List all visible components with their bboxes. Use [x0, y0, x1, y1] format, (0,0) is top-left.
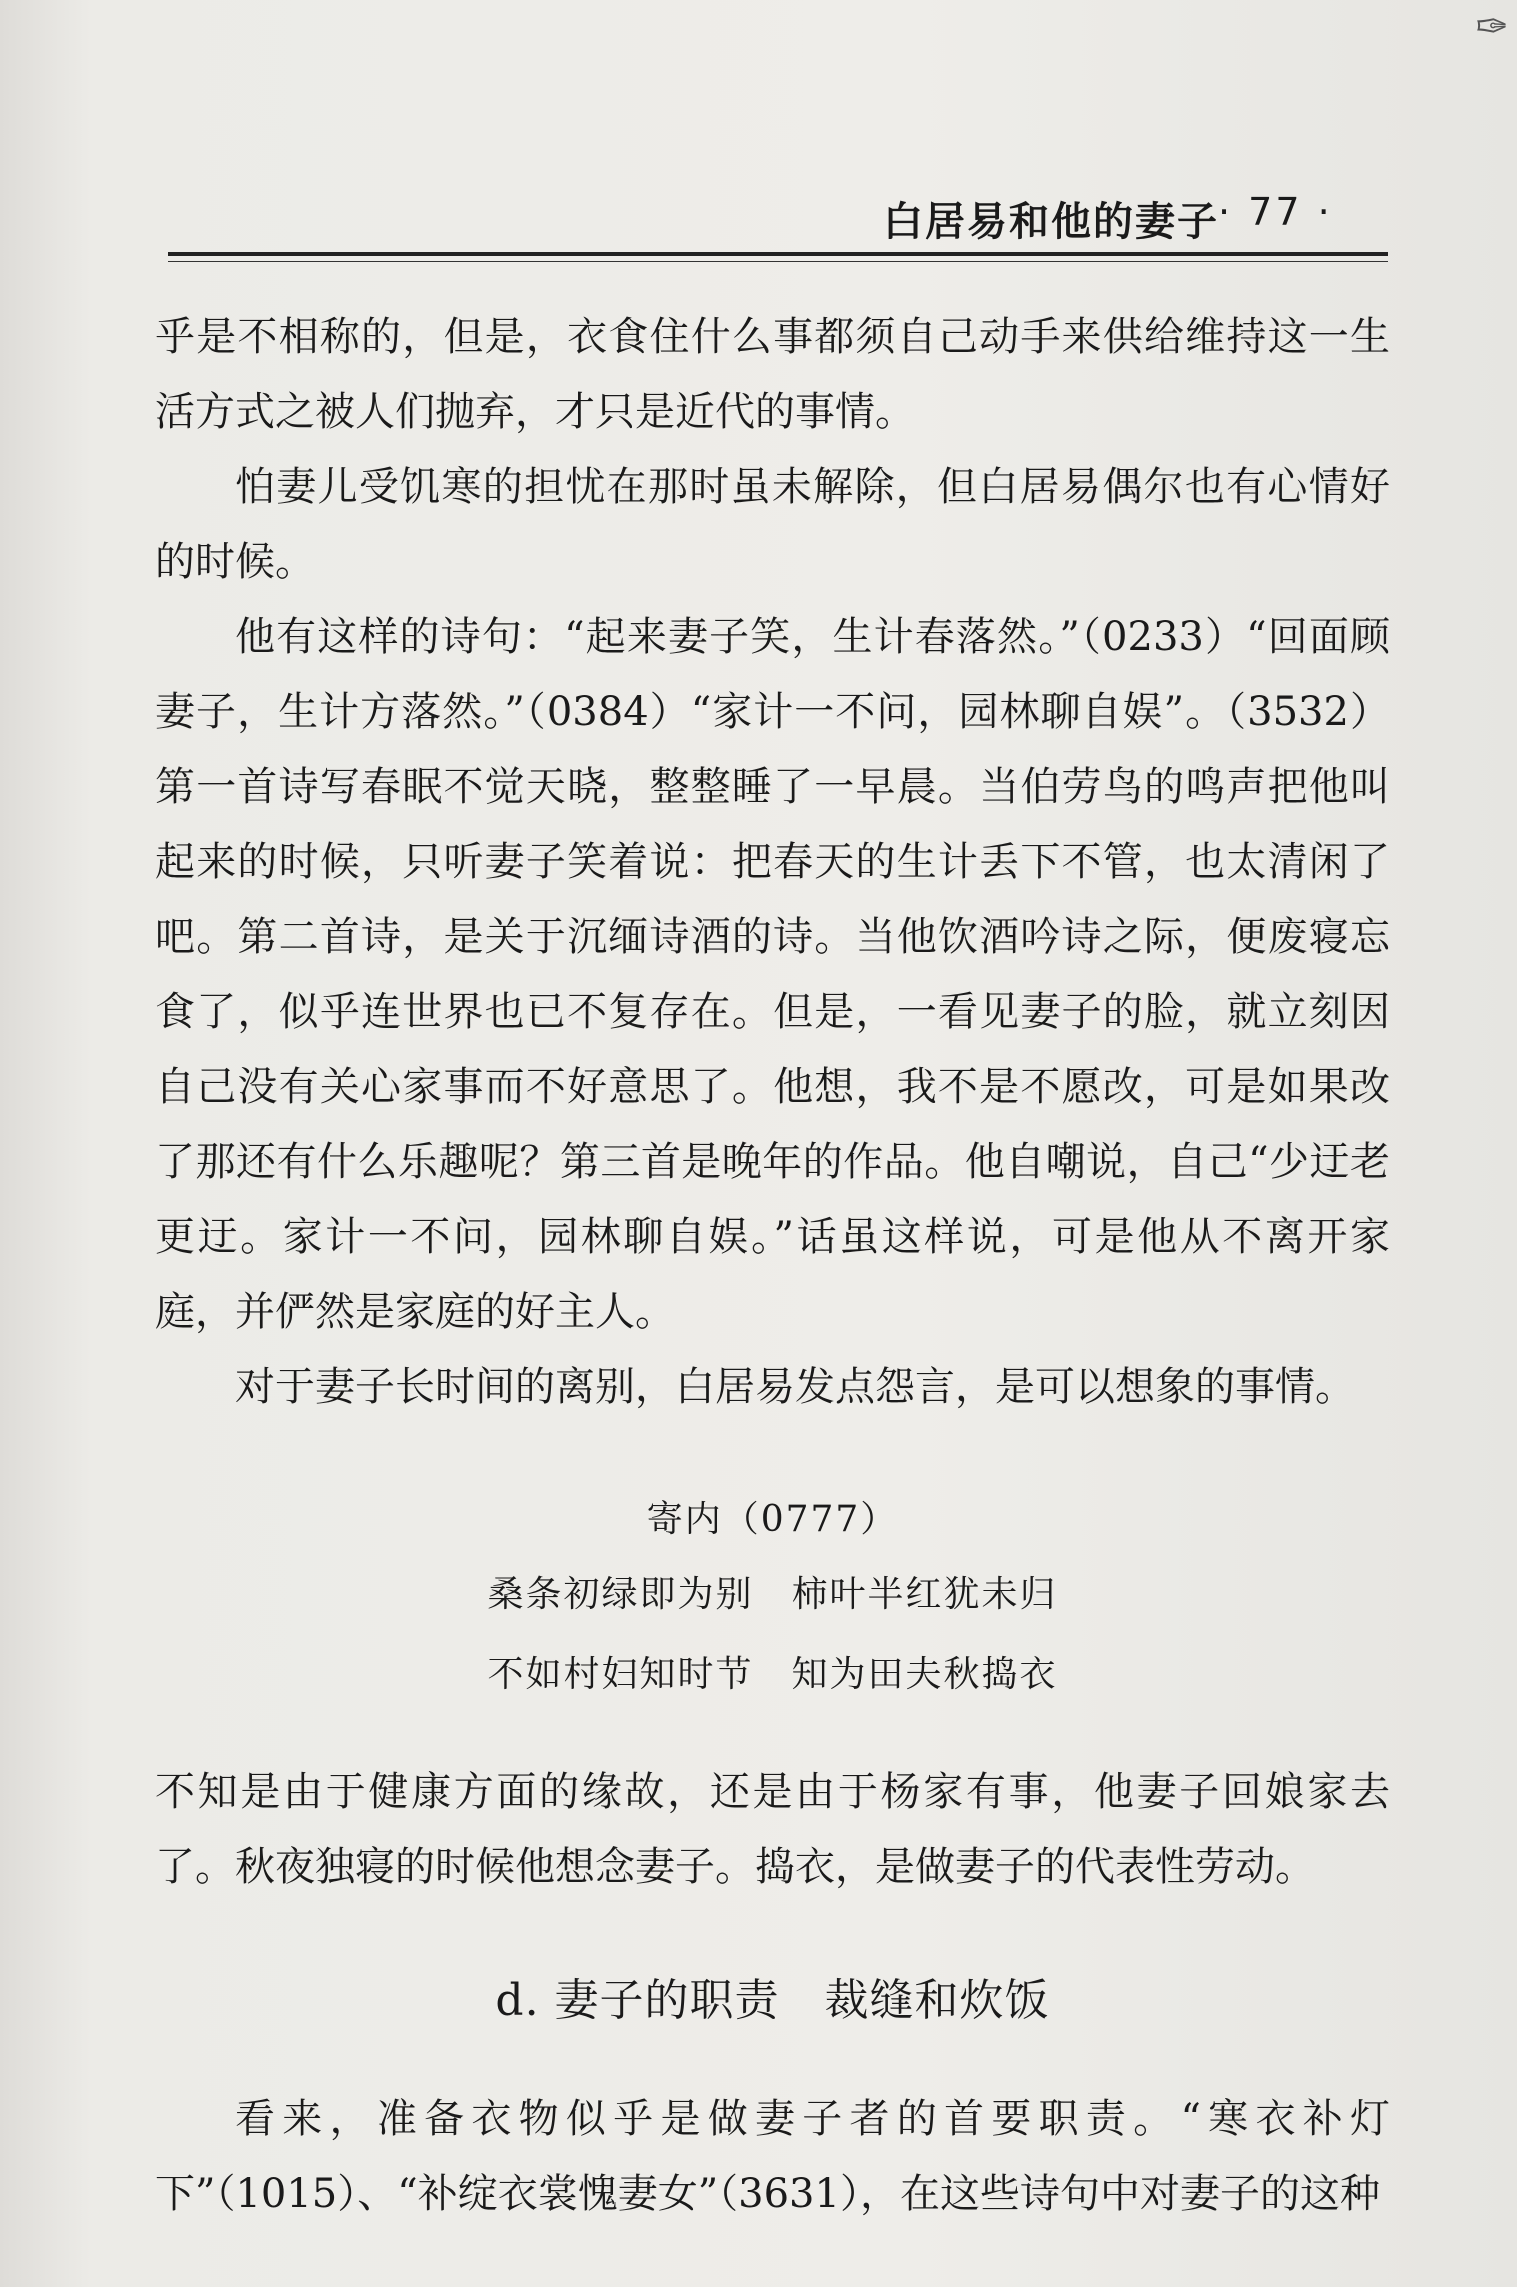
paragraph: 他有这样的诗句：“起来妻子笑，生计春落然。”（0233）“回面顾妻子，生计方落然。”（0384）“家计一不问，园林聊自娱”。（3532）第一首诗写春眠不觉天晓，整整睡了一早晨。当伯劳鸟的鸣声把他叫起来的时候，只听妻子笑着说：把春天的生计丢下不管，也太清闲了吧。第二首诗，是关于沉缅诗酒的诗。当他饮酒吟诗之际，便废寝忘食了，似乎连世界也已不复存在。但是，一看见妻子的脸，就立刻因自己没有关心家事而不好意思了。他想，我不是不愿改，可是如果改了那还有什么乐趣呢？第三首是晚年的作品。他自嘲说，自己“少迂老更迂。家计一不问，园林聊自娱。”话虽这样说，可是他从不离开家庭，并俨然是家庭的好主人。 — [155, 614, 1390, 1335]
body-text — [155, 300, 1390, 2232]
paragraph: 怕妻儿受饥寒的担忧在那时虽未解除，但白居易偶尔也有心情好的时候。 — [155, 464, 1390, 585]
paragraph: 看来，准备衣物似乎是做妻子者的首要职责。“寒衣补灯下”（1015）、“补绽衣裳愧妻女”（3631），在这些诗句中对妻子的这种 — [155, 2096, 1390, 2217]
paragraph: 乎是不相称的，但是，衣食住什么事都须自己动手来供给维持这一生活方式之被人们抛弃，才只是近代的事情。 — [155, 314, 1390, 435]
poem-line: 桑条初绿即为别 柿叶半红犹未归 — [487, 1574, 1058, 1615]
paragraph: 对于妻子长时间的离别，白居易发点怨言，是可以想象的事情。 — [235, 1364, 1355, 1410]
poem — [155, 1485, 1390, 1715]
running-header-title: 白居易和他的妻子 — [883, 199, 1219, 245]
section-heading: d. 妻子的职责 裁缝和炊饭 — [495, 1975, 1050, 2026]
running-header — [168, 190, 1388, 250]
header-rule-thick — [168, 252, 1388, 256]
poem-title: 寄内（0777） — [646, 1499, 899, 1540]
poem-line: 不如村妇知时节 知为田夫秋捣衣 — [487, 1654, 1058, 1695]
scan-corner-mark: ✑ — [1475, 4, 1509, 50]
page-number: · 77 · — [1218, 190, 1333, 234]
paragraph: 不知是由于健康方面的缘故，还是由于杨家有事，他妻子回娘家去了。秋夜独寝的时候他想念妻子。捣衣，是做妻子的代表性劳动。 — [155, 1769, 1390, 1890]
header-rule-thin — [168, 261, 1388, 262]
